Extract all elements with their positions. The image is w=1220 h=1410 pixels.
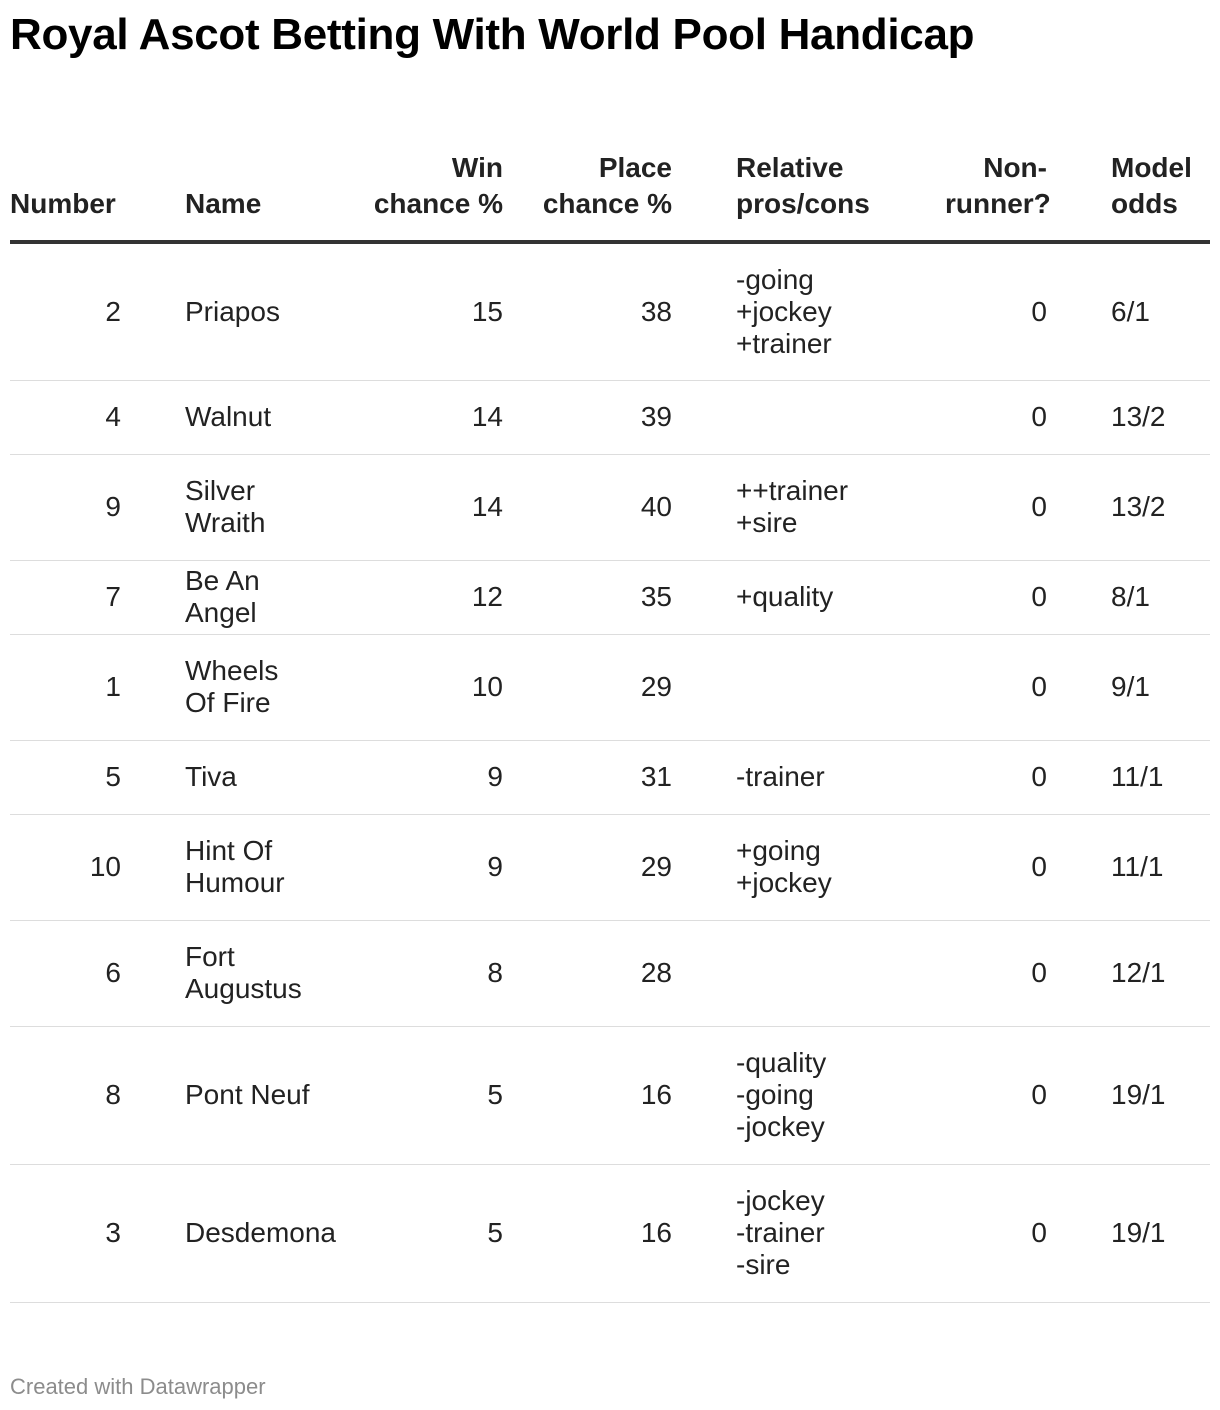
cell-model-odds: 11/1 xyxy=(1047,814,1210,920)
cell-name: Silver Wraith xyxy=(121,454,343,560)
table-row xyxy=(10,242,1210,380)
cell-number: 5 xyxy=(10,740,121,814)
cell-pros-cons: +quality xyxy=(672,560,875,634)
cell-pros-cons xyxy=(672,380,875,454)
cell-place-chance: 28 xyxy=(503,920,672,1026)
table-row xyxy=(10,920,1210,1026)
table-row xyxy=(10,1164,1210,1302)
cell-model-odds: 6/1 xyxy=(1047,242,1210,380)
header-model-odds: Model odds xyxy=(1047,110,1210,242)
cell-place-chance: 16 xyxy=(503,1026,672,1164)
cell-number: 1 xyxy=(10,634,121,740)
header-pros-cons: Relative pros/cons xyxy=(672,110,875,242)
cell-number: 9 xyxy=(10,454,121,560)
cell-name: Hint Of Humour xyxy=(121,814,343,920)
cell-place-chance: 38 xyxy=(503,242,672,380)
cell-pros-cons: -going +jockey +trainer xyxy=(672,242,875,380)
cell-pros-cons: -jockey -trainer -sire xyxy=(672,1164,875,1302)
cell-win-chance: 10 xyxy=(343,634,503,740)
cell-number: 10 xyxy=(10,814,121,920)
cell-win-chance: 5 xyxy=(343,1164,503,1302)
cell-pros-cons: ++trainer +sire xyxy=(672,454,875,560)
cell-place-chance: 29 xyxy=(503,634,672,740)
table-row xyxy=(10,1026,1210,1164)
cell-place-chance: 29 xyxy=(503,814,672,920)
table-row xyxy=(10,454,1210,560)
cell-place-chance: 16 xyxy=(503,1164,672,1302)
cell-number: 3 xyxy=(10,1164,121,1302)
table-row xyxy=(10,380,1210,454)
cell-number: 6 xyxy=(10,920,121,1026)
cell-place-chance: 35 xyxy=(503,560,672,634)
cell-non-runner: 0 xyxy=(875,740,1047,814)
chart-title: Royal Ascot Betting With World Pool Handicap xyxy=(10,10,975,59)
cell-name: Fort Augustus xyxy=(121,920,343,1026)
footer-credit: Created with Datawrapper xyxy=(10,1374,266,1399)
cell-place-chance: 40 xyxy=(503,454,672,560)
cell-pros-cons: +going +jockey xyxy=(672,814,875,920)
cell-win-chance: 8 xyxy=(343,920,503,1026)
cell-model-odds: 11/1 xyxy=(1047,740,1210,814)
cell-model-odds: 13/2 xyxy=(1047,380,1210,454)
cell-pros-cons xyxy=(672,634,875,740)
header-win-chance: Win chance % xyxy=(343,110,503,242)
cell-non-runner: 0 xyxy=(875,920,1047,1026)
cell-number: 4 xyxy=(10,380,121,454)
cell-win-chance: 9 xyxy=(343,740,503,814)
cell-place-chance: 31 xyxy=(503,740,672,814)
cell-non-runner: 0 xyxy=(875,560,1047,634)
cell-name: Walnut xyxy=(121,380,343,454)
table-row xyxy=(10,740,1210,814)
cell-win-chance: 5 xyxy=(343,1026,503,1164)
header-non-runner: Non-runner? xyxy=(875,110,1047,242)
table-row xyxy=(10,560,1210,634)
header-place-chance: Place chance % xyxy=(503,110,672,242)
cell-model-odds: 19/1 xyxy=(1047,1164,1210,1302)
header-name: Name xyxy=(121,110,343,242)
cell-name: Wheels Of Fire xyxy=(121,634,343,740)
cell-non-runner: 0 xyxy=(875,1026,1047,1164)
table-header-row xyxy=(10,110,1210,242)
cell-non-runner: 0 xyxy=(875,454,1047,560)
cell-win-chance: 14 xyxy=(343,380,503,454)
cell-non-runner: 0 xyxy=(875,380,1047,454)
cell-model-odds: 13/2 xyxy=(1047,454,1210,560)
cell-name: Tiva xyxy=(121,740,343,814)
cell-win-chance: 12 xyxy=(343,560,503,634)
cell-name: Desdemona xyxy=(121,1164,343,1302)
cell-win-chance: 15 xyxy=(343,242,503,380)
cell-non-runner: 0 xyxy=(875,814,1047,920)
cell-non-runner: 0 xyxy=(875,1164,1047,1302)
cell-name: Be An Angel xyxy=(121,560,343,634)
cell-place-chance: 39 xyxy=(503,380,672,454)
cell-model-odds: 19/1 xyxy=(1047,1026,1210,1164)
cell-number: 8 xyxy=(10,1026,121,1164)
cell-model-odds: 12/1 xyxy=(1047,920,1210,1026)
table-row xyxy=(10,634,1210,740)
cell-name: Priapos xyxy=(121,242,343,380)
cell-pros-cons: -quality -going -jockey xyxy=(672,1026,875,1164)
cell-number: 2 xyxy=(10,242,121,380)
table-body xyxy=(10,242,1210,1302)
cell-win-chance: 9 xyxy=(343,814,503,920)
cell-name: Pont Neuf xyxy=(121,1026,343,1164)
cell-model-odds: 8/1 xyxy=(1047,560,1210,634)
cell-pros-cons: -trainer xyxy=(672,740,875,814)
cell-pros-cons xyxy=(672,920,875,1026)
cell-non-runner: 0 xyxy=(875,634,1047,740)
cell-non-runner: 0 xyxy=(875,242,1047,380)
table-row xyxy=(10,814,1210,920)
header-number: Number xyxy=(10,110,121,242)
cell-model-odds: 9/1 xyxy=(1047,634,1210,740)
odds-table xyxy=(10,110,1210,1303)
cell-number: 7 xyxy=(10,560,121,634)
cell-win-chance: 14 xyxy=(343,454,503,560)
